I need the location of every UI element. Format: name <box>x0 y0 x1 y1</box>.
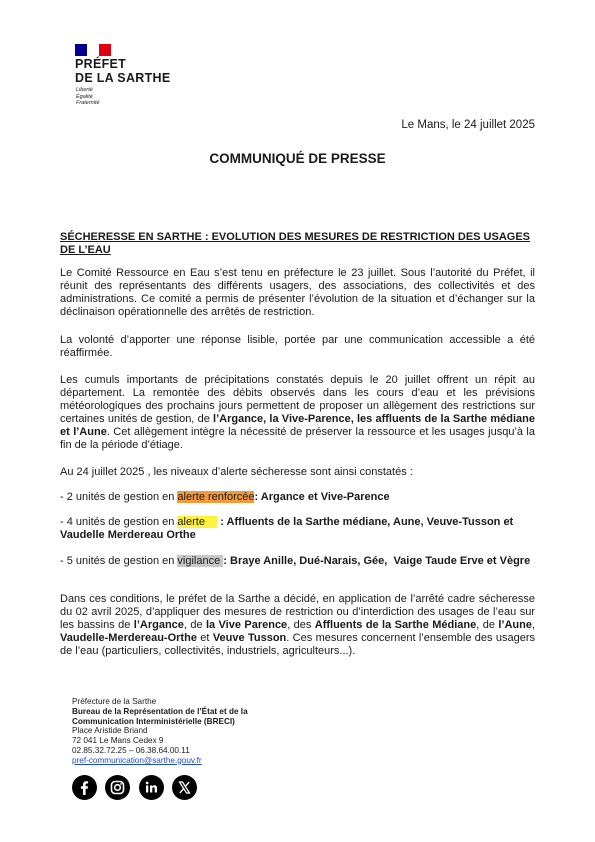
alert-separator: : <box>254 491 261 503</box>
prefecture-line-2: DE LA SARTHE <box>75 70 171 85</box>
paragraph-3-end: . Cet allègement intègre la nécessité de préserver la ressource et les usages jusqu’à la fin de la période d’étiage. <box>60 426 535 451</box>
alert-level-badge: alerte renforcée <box>177 491 255 503</box>
alert-units: Braye Anille, Dué-Narais, Gée, Vaige Taude Erve et Vègre <box>230 555 531 567</box>
paragraph-2: La volonté d’apporter une réponse lisible, portée par une communication accessible a été réaffirmée. <box>60 334 535 359</box>
p5-aune: l’Aune <box>498 619 532 631</box>
paragraph-3-text: Les cumuls importants de précipitations constatés depuis le 20 juillet offrent un répit au département. La remontée des débits observés dans les cours d’eau et les prévisions météorologiques des prochains jours permettent de proposer un allègement des restrictions sur certaines unités de gestion, de <box>60 374 535 425</box>
footer-city: 72 041 Le Mans Cedex 9 <box>72 736 164 746</box>
alert-item-alert <box>60 516 535 542</box>
alert-item-reinforced <box>60 491 535 504</box>
page-title: COMMUNIQUÉ DE PRESSE <box>209 151 386 166</box>
paragraph-5 <box>60 593 535 658</box>
press-subject: SÉCHERESSE EN SARTHE : EVOLUTION DES MESURES DE RESTRICTION DES USAGES DE L’EAU <box>60 231 531 256</box>
p5-sep: , <box>531 619 536 631</box>
paragraph-3 <box>60 374 535 452</box>
paragraph-4: Au 24 juillet 2025 , les niveaux d’alerte sécheresse sont ainsi constatés : <box>60 466 413 478</box>
linkedin-icon[interactable] <box>139 775 164 800</box>
alert-separator: : <box>217 516 227 528</box>
p5-sep: , des <box>287 619 315 631</box>
paragraph-3-bold: l’Argance, la Vive-Parence, les affluents de la Sarthe médiane et l’Aune <box>60 413 536 438</box>
motto-fraternite: Fraternité <box>76 100 100 106</box>
press-date: Le Mans, le 24 juillet 2025 <box>401 119 535 131</box>
prefecture-name <box>75 58 171 85</box>
alert-prefix: - 4 unités de gestion en <box>60 516 178 528</box>
republic-motto <box>76 87 100 107</box>
p5-affluents: Affluents de la Sarthe Médiane <box>314 619 477 631</box>
p5-sep: et <box>196 632 213 644</box>
p5-vaudelle: Vaudelle-Merdereau-Orthe <box>60 632 197 644</box>
alert-units: Affluents de la Sarthe médiane, Aune, Veuve-Tusson et Vaudelle Merdereau Orthe <box>60 516 514 541</box>
republic-flag-logo <box>75 44 111 56</box>
alert-level-badge: vigilance <box>177 555 224 567</box>
facebook-icon[interactable] <box>72 775 97 800</box>
p5-text: Dans ces conditions, le préfet de la Sarthe a décidé, en application de l’arrêté cadre sécheresse du 02 avril 2025, d’appliquer des mesures de restriction ou d’interdiction des usages de l’eau sur les bassins de <box>60 593 535 631</box>
footer-contact <box>72 697 248 766</box>
footer-email-link[interactable]: pref-communication@sarthe.gouv.fr <box>72 755 202 765</box>
p5-vive-parence: la Vive Parence <box>205 619 288 631</box>
social-links <box>72 775 201 805</box>
alert-separator: : <box>223 555 231 567</box>
footer-org: Préfecture de la Sarthe <box>72 697 157 706</box>
alert-level-badge: alerte <box>177 516 218 528</box>
p5-argance: l’Argance <box>133 619 184 631</box>
prefecture-line-1: PRÉFET <box>75 57 127 71</box>
paragraph-1: Le Comité Ressource en Eau s’est tenu en préfecture le 23 juillet. Sous l’autorité du Préfet, il réunit des représentants des différents usagers, des associations, des collectivités et des administrations. Ce comité a permis de présenter l’évolution de la situation et d’échanger sur la déclinaison opérationnelle des arrêtés de restriction. <box>60 267 535 318</box>
p5-end: . Ces mesures concernent l’ensemble des usagers de l’eau (particuliers, collectivités, industriels, agriculteurs...). <box>60 632 536 657</box>
footer-phone: 02.85.32.72.25 – 06.38.64.00.11 <box>72 745 190 755</box>
alert-prefix: - 2 unités de gestion en <box>60 491 178 503</box>
footer-bureau-1: Bureau de la Représentation de l’État et de la <box>72 706 248 716</box>
alert-prefix: - 5 unités de gestion en <box>60 555 178 567</box>
alert-item-vigilance <box>60 555 535 568</box>
footer-bureau-2: Communication Interministérielle (BRECI) <box>72 716 235 726</box>
p5-sep: , de <box>183 619 206 631</box>
p5-veuve-tusson: Veuve Tusson <box>212 632 287 644</box>
p5-sep: , de <box>476 619 499 631</box>
instagram-icon[interactable] <box>105 775 130 800</box>
footer-address: Place Aristide Briand <box>72 726 148 736</box>
x-icon[interactable] <box>172 775 197 800</box>
motto-liberte: Liberté <box>76 87 93 93</box>
alert-units: Argance et Vive-Parence <box>260 491 390 503</box>
motto-egalite: Égalité <box>76 93 93 100</box>
